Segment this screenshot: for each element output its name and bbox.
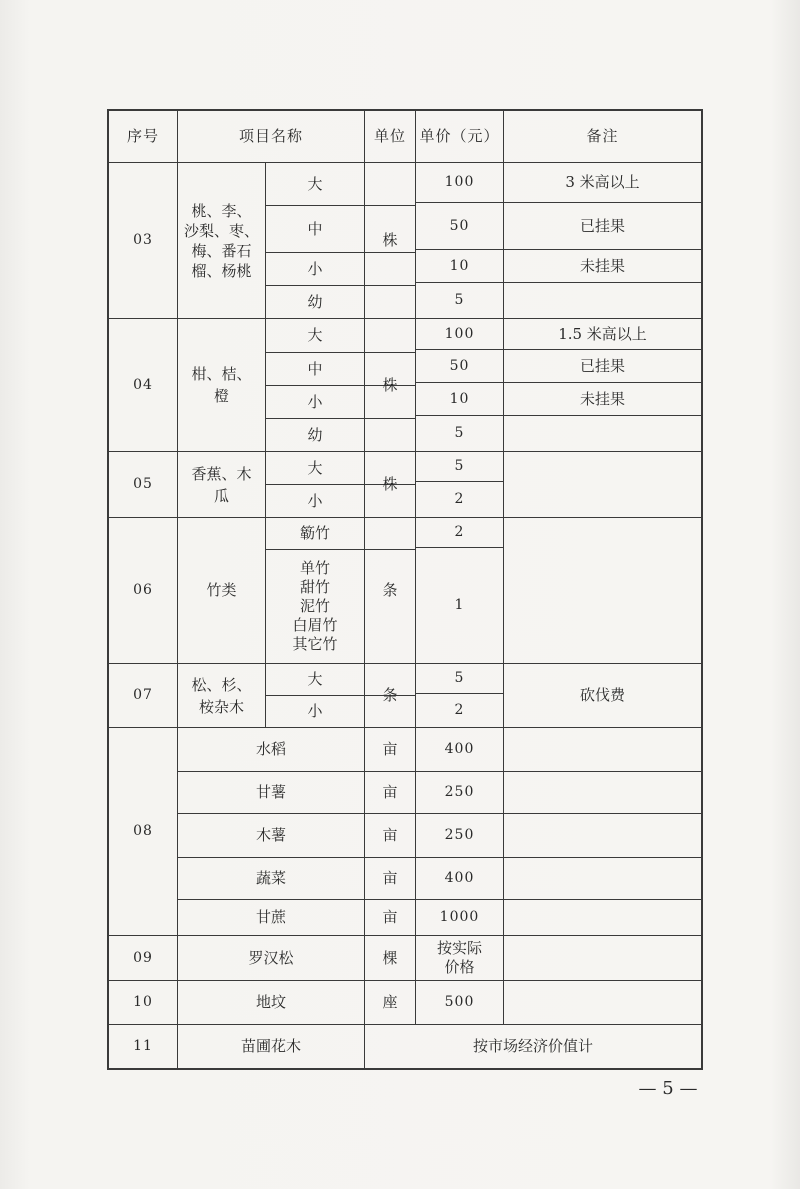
row-06-seq: 06 [133,582,153,598]
row-04-name: 柑、桔、 橙 [191,365,252,405]
row-04-size-large: 大 [307,326,323,344]
row-03-size-young: 幼 [307,292,323,311]
row-09-price: 按实际 价格 [436,939,482,976]
row-03-note-small: 未挂果 [579,256,625,275]
header-unit: 单位 [373,127,406,145]
row-03-size-large: 大 [307,174,323,193]
row-08-item-sugarcane-name: 甘蔗 [255,908,286,926]
row-06-name: 竹类 [206,581,237,599]
row-08-item-vegetables-name: 蔬菜 [255,869,286,887]
header-seq: 序号 [126,127,159,145]
row-09-name: 罗汉松 [248,948,294,967]
row-07-size-large: 大 [307,670,323,688]
row-08-item-sweet-potato-unit: 亩 [382,783,398,801]
row-09-unit: 棵 [382,948,398,967]
row-05-size-small: 小 [307,491,323,510]
row-07-unit: 条 [382,686,398,704]
row-08-item-sugarcane-price: 1000 [439,909,480,925]
row-04-unit: 株 [382,375,398,394]
row-05-name: 香蕉、木 瓜 [191,464,252,505]
row-04-price-large: 100 [444,325,475,342]
row-07-name: 松、杉、 桉杂木 [191,675,252,716]
row-04-size-young: 幼 [307,425,323,444]
header-price: 单价（元） [419,127,500,145]
row-07-price-small: 2 [454,702,465,718]
row-04-seq: 04 [133,376,153,393]
row-05-seq: 05 [133,476,153,492]
row-08-item-sweet-potato-name: 甘薯 [255,783,286,801]
row-05-price-large: 5 [454,458,465,474]
row-04-note-medium: 已挂果 [579,356,625,375]
row-08-item-cassava-unit: 亩 [382,826,398,844]
row-10-name: 地坟 [255,993,286,1011]
row-04-size-medium: 中 [307,359,323,378]
row-03-size-small: 小 [307,259,323,278]
row-03-size-medium: 中 [307,219,323,238]
row-06-size-lezhu: 簕竹 [299,524,330,542]
row-05-unit: 株 [382,475,398,493]
row-08-item-rice-name: 水稻 [255,740,286,758]
row-08-item-sugarcane-unit: 亩 [382,908,398,926]
row-08-item-cassava-name: 木薯 [255,826,286,844]
row-03-unit: 株 [382,231,398,249]
header-note: 备注 [586,127,619,145]
row-06-price-other: 1 [454,597,465,613]
row-03-price-large: 100 [444,174,475,190]
row-03-note-medium: 已挂果 [579,216,625,235]
header-name: 项目名称 [238,127,303,145]
row-04-note-large: 1.5 米高以上 [558,324,647,343]
row-11-name: 苗圃花木 [240,1037,301,1055]
row-04-price-small: 10 [449,390,470,407]
row-10-price: 500 [444,994,475,1010]
row-04-price-medium: 50 [449,357,470,374]
row-06-unit: 条 [382,581,398,599]
row-03-price-small: 10 [449,257,470,274]
row-03-note-large: 3 米高以上 [565,173,640,191]
row-06-size-other-bamboo: 单竹 甜竹 泥竹 白眉竹 其它竹 [292,559,338,653]
row-08-item-rice-price: 400 [444,741,475,757]
row-07-seq: 07 [133,687,153,703]
page-number: — 5 — [638,1078,698,1099]
row-08-item-vegetables-price: 400 [444,870,475,886]
row-11-merged-note: 按市场经济价值计 [472,1037,593,1055]
row-04-price-young: 5 [454,425,465,441]
row-04-size-small: 小 [307,392,323,411]
row-03-seq: 03 [133,232,153,248]
row-08-item-cassava-price: 250 [444,827,475,843]
row-09-seq: 09 [133,949,153,966]
row-07-note: 砍伐费 [579,686,625,704]
row-03-price-medium: 50 [449,217,470,234]
row-07-size-small: 小 [307,702,323,720]
row-04-note-small: 未挂果 [579,389,625,408]
row-08-item-rice-unit: 亩 [382,740,398,758]
row-08-item-sweet-potato-price: 250 [444,784,475,800]
row-07-price-large: 5 [454,670,465,686]
row-11-seq: 11 [133,1038,153,1054]
row-05-size-large: 大 [307,458,323,477]
row-03-name: 桃、李、 沙梨、枣、 梅、番石 榴、杨桃 [183,201,259,280]
row-05-price-small: 2 [454,491,465,507]
row-08-item-vegetables-unit: 亩 [382,869,398,887]
row-08-seq: 08 [133,823,153,839]
row-10-unit: 座 [382,993,398,1011]
row-06-price-lezhu: 2 [454,524,465,540]
row-03-price-young: 5 [454,292,465,308]
row-10-seq: 10 [133,994,153,1010]
